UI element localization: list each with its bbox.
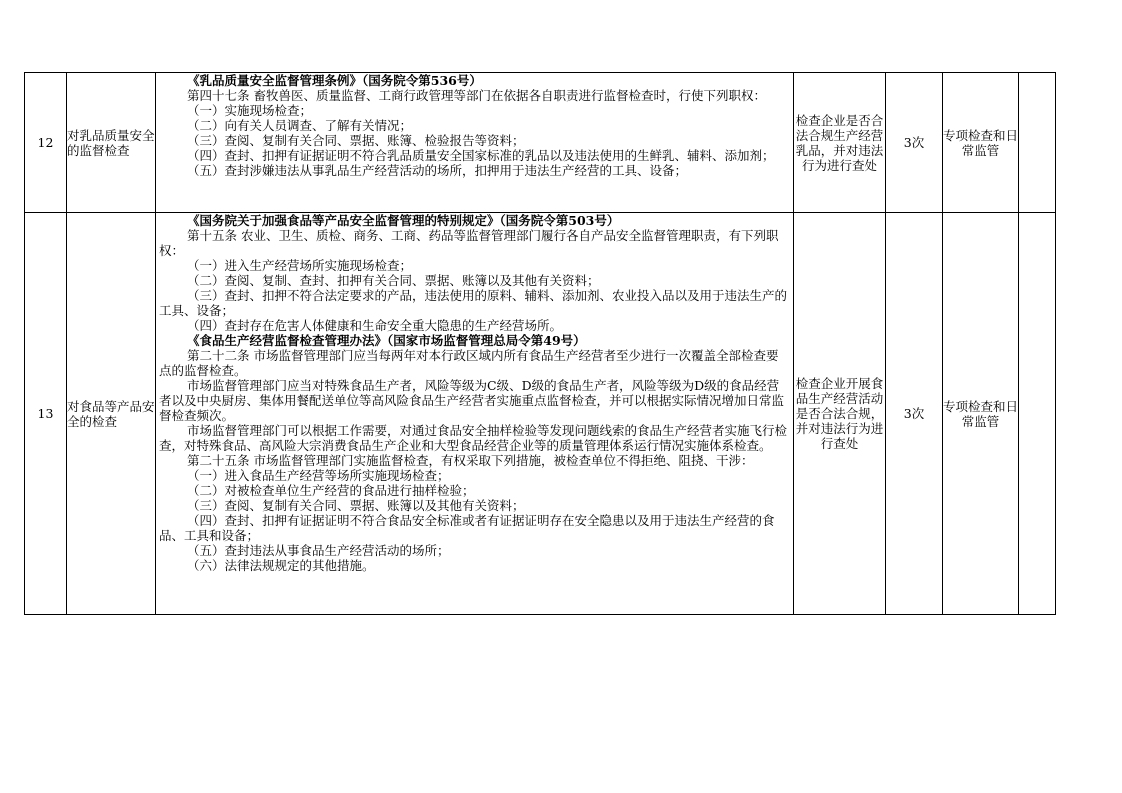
inspection-table bbox=[24, 72, 1056, 615]
inspection-method: 专项检查和日常监管 bbox=[943, 213, 1019, 615]
regulation-clause: （二）向有关人员调查、了解有关情况； bbox=[187, 118, 413, 133]
regulation-clause: （一）实施现场检查； bbox=[187, 103, 313, 118]
inspection-content: 检查企业是否合法合规生产经营乳品，并对违法行为进行查处 bbox=[794, 73, 886, 213]
legal-basis-cell bbox=[156, 73, 794, 213]
inspection-frequency: 3次 bbox=[886, 73, 943, 213]
item-name: 对食品等产品安全的检查 bbox=[67, 213, 156, 615]
regulation-clause: 第四十七条 畜牧兽医、质量监督、工商行政管理等部门在依据各自职责进行监督检查时，行使下列职权： bbox=[187, 88, 766, 103]
regulation-clause: （一）进入生产经营场所实施现场检查； bbox=[187, 258, 413, 273]
note-cell bbox=[1019, 213, 1056, 615]
table-row bbox=[25, 73, 1056, 213]
regulation-clause: （三）查阅、复制有关合同、票据、账簿、检验报告等资料； bbox=[187, 133, 525, 148]
table-row bbox=[25, 213, 1056, 615]
regulation-clause: 市场监督管理部门应当对特殊食品生产者，风险等级为C级、D级的食品生产者，风险等级为D级的食品经营者以及中央厨房、集体用餐配送单位等高风险食品生产经营者实施重点监督检查，并可以根据实际情况增加日常监督检查频次。 bbox=[159, 378, 785, 423]
regulation-clause: （三）查封、扣押不符合法定要求的产品，违法使用的原料、辅料、添加剂、农业投入品以及用于违法生产的工具、设备； bbox=[159, 288, 788, 318]
regulation-clause: （二）查阅、复制、查封、扣押有关合同、票据、账簿以及其他有关资料； bbox=[187, 273, 600, 288]
regulation-clause: （四）查封存在危害人体健康和生命安全重大隐患的生产经营场所。 bbox=[187, 318, 563, 333]
legal-basis-cell bbox=[156, 213, 794, 615]
inspection-content: 检查企业开展食品生产经营活动是否合法合规，并对违法行为进行查处 bbox=[794, 213, 886, 615]
note-cell bbox=[1019, 73, 1056, 213]
regulation-clause: 第十五条 农业、卫生、质检、商务、工商、药品等监督管理部门履行各自产品安全监督管理职责，有下列职权： bbox=[159, 228, 779, 258]
regulation-clause: （五）查封违法从事食品生产经营活动的场所； bbox=[187, 543, 450, 558]
regulation-clause: （二）对被检查单位生产经营的食品进行抽样检验； bbox=[187, 483, 475, 498]
regulation-title: 《食品生产经营监督检查管理办法》（国家市场监督管理总局令第49号） bbox=[187, 333, 586, 348]
regulation-title: 《国务院关于加强食品等产品安全监督管理的特别规定》（国务院令第503号） bbox=[187, 213, 620, 228]
regulation-clause: （五）查封涉嫌违法从事乳品生产经营活动的场所，扣押用于违法生产经营的工具、设备； bbox=[187, 163, 688, 178]
item-name: 对乳品质量安全的监督检查 bbox=[67, 73, 156, 213]
regulation-clause: （三）查阅、复制有关合同、票据、账簿以及其他有关资料； bbox=[187, 498, 525, 513]
inspection-frequency: 3次 bbox=[886, 213, 943, 615]
regulation-clause: 第二十二条 市场监督管理部门应当每两年对本行政区域内所有食品生产经营者至少进行一次覆盖全部检查要点的监督检查。 bbox=[159, 348, 779, 378]
inspection-method: 专项检查和日常监管 bbox=[943, 73, 1019, 213]
regulation-clause: （六）法律法规规定的其他措施。 bbox=[187, 558, 375, 573]
regulation-clause: 市场监督管理部门可以根据工作需要，对通过食品安全抽样检验等发现问题线索的食品生产经营者实施飞行检查，对特殊食品、高风险大宗消费食品生产企业和大型食品经营企业等的质量管理体系运行情况实施体系检查。 bbox=[159, 423, 788, 453]
row-number: 13 bbox=[25, 213, 67, 615]
regulation-title: 《乳品质量安全监督管理条例》（国务院令第536号） bbox=[187, 73, 482, 88]
regulation-clause: （四）查封、扣押有证据证明不符合乳品质量安全国家标准的乳品以及违法使用的生鲜乳、辅料、添加剂； bbox=[187, 148, 775, 163]
row-number: 12 bbox=[25, 73, 67, 213]
regulation-clause: （一）进入食品生产经营等场所实施现场检查； bbox=[187, 468, 450, 483]
regulation-clause: （四）查封、扣押有证据证明不符合食品安全标准或者有证据证明存在安全隐患以及用于违法生产经营的食品、工具和设备； bbox=[159, 513, 775, 543]
regulation-clause: 第二十五条 市场监督管理部门实施监督检查，有权采取下列措施，被检查单位不得拒绝、阻挠、干涉： bbox=[187, 453, 754, 468]
